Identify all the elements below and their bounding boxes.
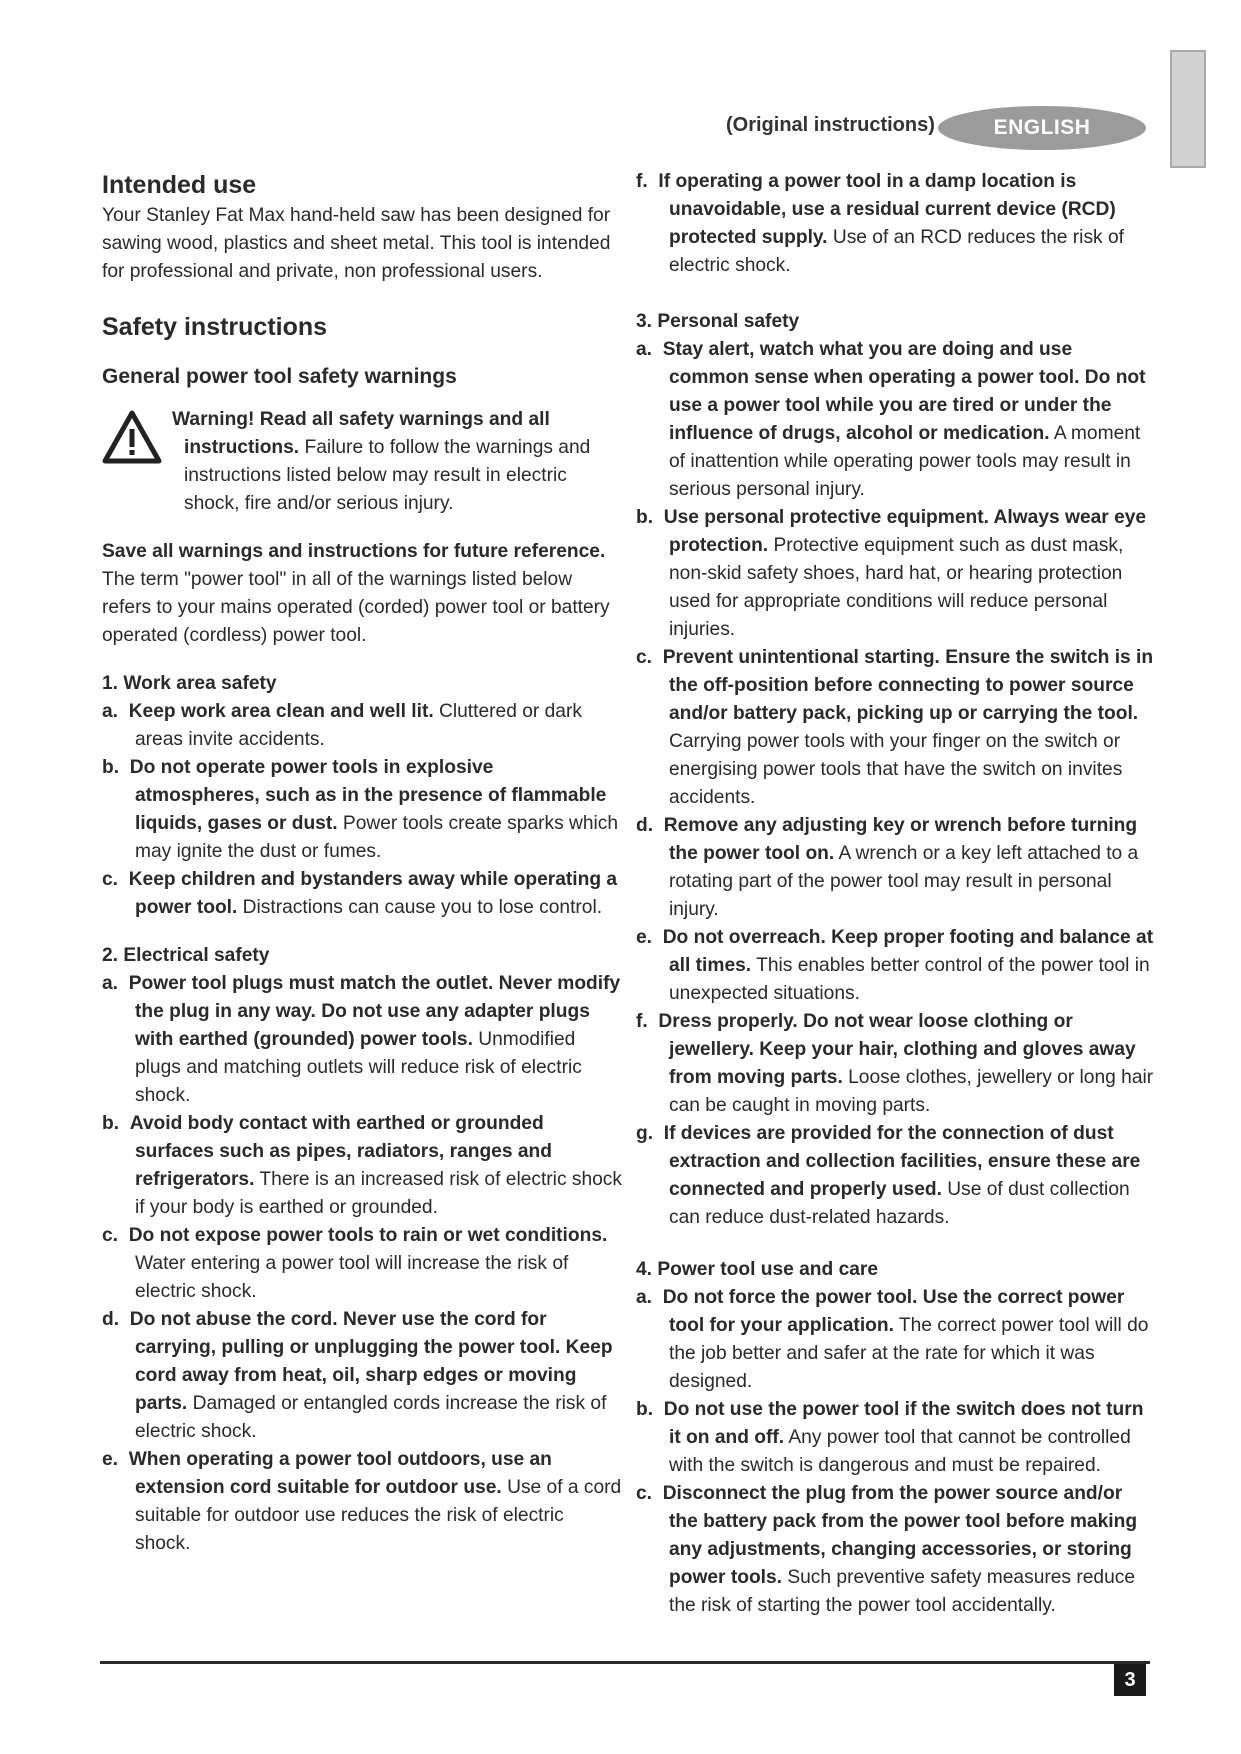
list-item: c. Keep children and bystanders away while operating a power tool. Distractions can cause you to lose control.: [102, 869, 618, 918]
power-tool-use-list: [636, 1284, 1156, 1620]
personal-safety-heading: 3. Personal safety: [636, 311, 800, 332]
personal-safety-list: [636, 336, 1156, 1232]
warning-block: [102, 406, 622, 518]
rcd-item: f. If operating a power tool in a damp location is unavoidable, use a residual current device (RCD) protected supply. Use of an RCD reduces the risk of electric shock.: [636, 171, 1124, 276]
list-item: g. If devices are provided for the connection of dust extraction and collection facilities, ensure these are connected and properly used. Use of dust collection can reduce dust-related hazards.: [636, 1123, 1141, 1228]
power-tool-use-heading: 4. Power tool use and care: [636, 1259, 879, 1280]
list-item: b. Use personal protective equipment. Always wear eye protection. Protective equipment such as dust mask, non-skid safety shoes, hard hat, or hearing protection used for appropriate conditions will reduce personal injuries.: [636, 507, 1147, 640]
list-item: a. Stay alert, watch what you are doing and use common sense when operating a power tool. Do not use a power tool while you are tired or under the influence of drugs, alcohol or medication. A moment of inattention while operating power tools may result in serious personal injury.: [636, 339, 1146, 500]
page-number: 3: [1114, 1664, 1146, 1696]
work-area-safety-list: [102, 698, 622, 922]
intended-use-heading: Intended use: [102, 171, 257, 199]
original-instructions-label: (Original instructions): [726, 114, 935, 136]
list-item: a. Power tool plugs must match the outlet. Never modify the plug in any way. Do not use any adapter plugs with earthed (grounded) power tools. Unmodified plugs and matching outlets will reduce risk of electric shock.: [102, 973, 621, 1106]
list-item: b. Do not use the power tool if the switch does not turn it on and off. Any power tool that cannot be controlled with the switch is dangerous and must be repaired.: [636, 1399, 1144, 1476]
page-header: [726, 106, 1146, 150]
list-item: b. Do not operate power tools in explosive atmospheres, such as in the presence of flammable liquids, gases or dust. Power tools create sparks which may ignite the dust or fumes.: [102, 757, 619, 862]
list-item: f. Dress properly. Do not wear loose clothing or jewellery. Keep your hair, clothing and gloves away from moving parts. Loose clothes, jewellery or long hair can be caught in moving parts.: [636, 1011, 1154, 1116]
warning-text: Warning! Read all safety warnings and all instructions. Failure to follow the warnings and instructions listed below may result in electric shock, fire and/or serious injury.: [172, 409, 591, 514]
language-badge: ENGLISH: [938, 106, 1146, 150]
save-warnings-heading: Save all warnings and instructions for future reference.: [102, 541, 606, 562]
safety-instructions-heading: Safety instructions: [102, 313, 328, 341]
intended-use-text: Your Stanley Fat Max hand-held saw has been designed for sawing wood, plastics and sheet metal. This tool is intended for professional and private, non professional users.: [102, 205, 611, 282]
list-item: e. Do not overreach. Keep proper footing and balance at all times. This enables better control of the power tool in unexpected situations.: [636, 927, 1154, 1004]
list-item: d. Remove any adjusting key or wrench before turning the power tool on. A wrench or a key left attached to a rotating part of the power tool may result in personal injury.: [636, 815, 1139, 920]
list-item: e. When operating a power tool outdoors, use an extension cord suitable for outdoor use. Use of a cord suitable for outdoor use reduces the risk of electric shock.: [102, 1449, 622, 1554]
language-side-tab: [1170, 50, 1206, 168]
list-item: a. Do not force the power tool. Use the correct power tool for your application. The correct power tool will do the job better and safer at the rate for which it was designed.: [636, 1287, 1149, 1392]
footer-rule: [100, 1661, 1150, 1664]
list-item: c. Do not expose power tools to rain or wet conditions. Water entering a power tool will increase the risk of electric shock.: [102, 1225, 608, 1302]
list-item: a. Keep work area clean and well lit. Cluttered or dark areas invite accidents.: [102, 701, 582, 750]
work-area-safety-heading: 1. Work area safety: [102, 673, 277, 694]
electrical-safety-list: [102, 970, 622, 1558]
list-item: c. Prevent unintentional starting. Ensure the switch is in the off-position before connecting to power source and/or battery pack, picking up or carrying the tool. Carrying power tools with your finger on the switch or energising power tools that have the switch on invites accidents.: [636, 647, 1154, 808]
list-item: c. Disconnect the plug from the power source and/or the battery pack from the power tool before making any adjustments, changing accessories, or storing power tools. Such preventive safety measures reduce the risk of starting the power tool accidentally.: [636, 1483, 1138, 1616]
left-column: [102, 168, 622, 1558]
warning-triangle-icon: [102, 410, 162, 464]
list-item: b. Avoid body contact with earthed or grounded surfaces such as pipes, radiators, ranges and refrigerators. There is an increased risk of electric shock if your body is earthed or grounded.: [102, 1113, 622, 1218]
electrical-safety-heading: 2. Electrical safety: [102, 945, 270, 966]
list-item: d. Do not abuse the cord. Never use the cord for carrying, pulling or unplugging the power tool. Keep cord away from heat, oil, sharp edges or moving parts. Damaged or entangled cords increase the risk of electric shock.: [102, 1309, 613, 1442]
general-warnings-heading: General power tool safety warnings: [102, 365, 457, 388]
power-tool-definition: The term "power tool" in all of the warnings listed below refers to your mains operated (corded) power tool or battery operated (cordless) power tool.: [102, 569, 610, 646]
right-column: [636, 168, 1156, 1620]
